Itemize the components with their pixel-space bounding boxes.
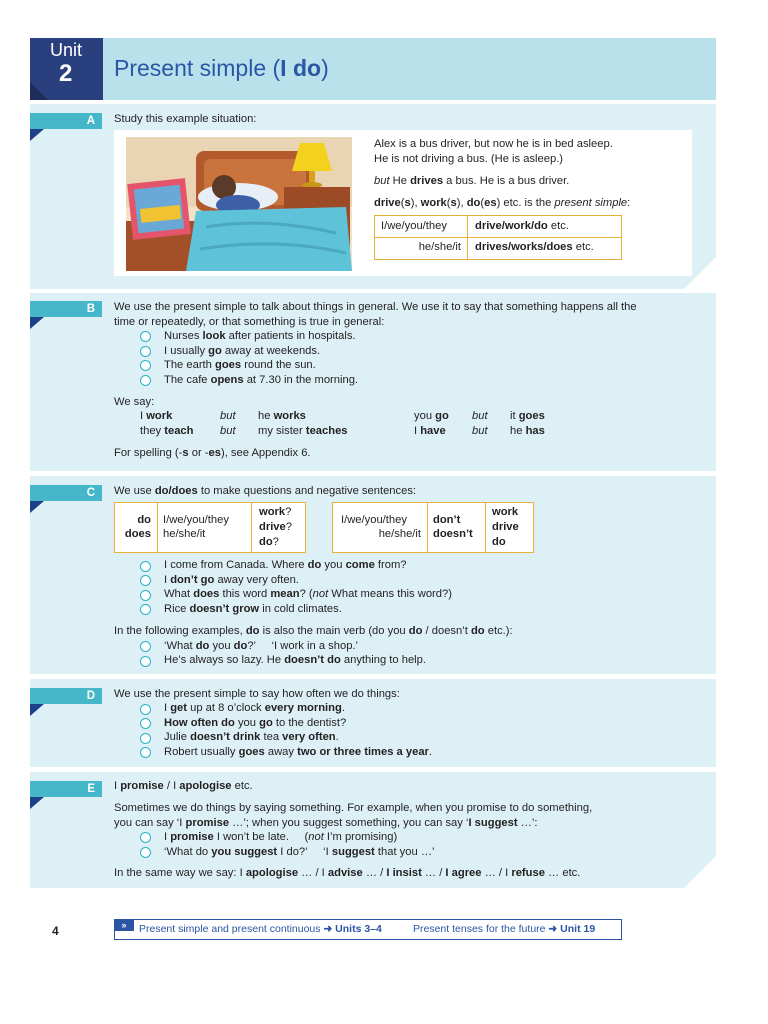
- n-verb-work: work: [492, 506, 519, 518]
- bullet-icon: [140, 747, 151, 758]
- main-verb-note: In the following examples, do is also the main verb (do you do / doesn’t do etc.):: [114, 625, 513, 637]
- q-verb-drive: drive?: [259, 521, 292, 533]
- section-d-tab: D: [30, 688, 102, 704]
- n-subj-1: I/we/you/they: [341, 514, 407, 526]
- bullet-icon: [140, 704, 151, 715]
- example-c-3: What does this word mean? (not What means this word?): [164, 588, 452, 600]
- section-e-para-1: Sometimes we do things by saying something. For example, when you promise to do something,: [114, 802, 593, 814]
- section-a-tab-fold: [30, 129, 44, 141]
- link-present-tenses-future[interactable]: Present tenses for the future ➜ Unit 19: [413, 923, 596, 935]
- n-neg-doesnt: doesn’t: [433, 528, 473, 540]
- situation-line-1: Alex is a bus driver, but now he is in bed asleep.: [374, 138, 613, 150]
- spelling-note: For spelling (-s or -es), see Appendix 6.: [114, 447, 311, 459]
- n-neg-dont: don’t: [433, 514, 461, 526]
- example-b-4: The cafe opens at 7.30 in the morning.: [164, 374, 359, 386]
- man-asleep-illustration: [126, 137, 352, 271]
- example-d-1: I get up at 8 o’clock every morning.: [164, 702, 345, 714]
- pair-1-but: but: [220, 410, 236, 422]
- bullet-icon: [140, 733, 151, 744]
- n-verb-drive: drive: [492, 521, 519, 533]
- section-a-tab: A: [30, 113, 102, 129]
- example-c-1: I come from Canada. Where do you come from?: [164, 559, 407, 571]
- table-subject-2: he/she/it: [418, 241, 461, 253]
- pair-1-right: he works: [258, 410, 306, 422]
- section-e-heading: I promise / I apologise etc.: [114, 780, 253, 792]
- example-b-2: I usually go away at weekends.: [164, 345, 321, 357]
- section-c-tab-fold: [30, 501, 44, 513]
- page-number: 4: [52, 924, 59, 938]
- bullet-icon: [140, 656, 151, 667]
- section-b-tab-fold: [30, 317, 44, 329]
- bullet-icon: [140, 590, 151, 601]
- bullet-icon: [140, 641, 151, 652]
- q-subj-2: he/she/it: [163, 528, 206, 540]
- situation-line-3: but He drives a bus. He is a bus driver.: [374, 175, 570, 187]
- n-subj-2: he/she/it: [378, 528, 421, 540]
- bullet-icon: [140, 718, 151, 729]
- example-d-4: Robert usually goes away two or three times a year.: [164, 746, 433, 758]
- bullet-icon: [140, 375, 151, 386]
- pair-3-right: my sister teaches: [258, 425, 348, 437]
- bullet-icon: [140, 604, 151, 615]
- q-aux-do: do: [137, 514, 151, 526]
- example-e-2: ‘What do you suggest I do?’ ‘I suggest that you …’: [164, 846, 435, 858]
- example-c-5: ‘What do you do?’ ‘I work in a shop.’: [164, 640, 359, 652]
- q-verb-do: do?: [259, 536, 279, 548]
- table-verbs-1: drive/work/do etc.: [475, 220, 569, 232]
- table-verbs-2: drives/works/does etc.: [475, 241, 594, 253]
- q-subj-1: I/we/you/they: [163, 514, 229, 526]
- pair-2-but: but: [472, 410, 488, 422]
- example-d-3: Julie doesn’t drink tea very often.: [164, 731, 339, 743]
- bullet-icon: [140, 360, 151, 371]
- pair-2-left: you go: [414, 410, 449, 422]
- section-d-tab-fold: [30, 704, 44, 716]
- table-subject-1: I/we/you/they: [381, 220, 447, 232]
- present-simple-table: [374, 215, 622, 260]
- section-b-intro-2: time or repeatedly, or that something is true in general:: [114, 316, 385, 328]
- section-c-intro: We use do/does to make questions and negative sentences:: [114, 485, 417, 497]
- bullet-icon: [140, 832, 151, 843]
- example-c-2: I don’t go away very often.: [164, 574, 299, 586]
- bullet-icon: [140, 346, 151, 357]
- pair-4-right: he has: [510, 425, 545, 437]
- section-c-tab: C: [30, 485, 102, 501]
- we-say-label: We say:: [114, 396, 155, 408]
- double-arrow-icon: »: [114, 919, 134, 931]
- question-table: [114, 502, 306, 553]
- pair-2-right: it goes: [510, 410, 545, 422]
- example-b-3: The earth goes round the sun.: [164, 359, 316, 371]
- cross-reference-bar: [114, 919, 622, 940]
- section-e-para-2: you can say ‘I promise …’; when you suggest something, you can say ‘I suggest …’:: [114, 817, 538, 829]
- section-b-intro-1: We use the present simple to talk about things in general. We use it to say that something happens all the: [114, 301, 637, 313]
- section-b-tab: B: [30, 301, 102, 317]
- pair-3-left: they teach: [140, 425, 194, 437]
- link-present-continuous[interactable]: Present simple and present continuous ➜ Units 3–4: [139, 923, 382, 935]
- situation-line-2: He is not driving a bus. (He is asleep.): [374, 153, 564, 165]
- example-b-1: Nurses look after patients in hospitals.: [164, 330, 356, 342]
- q-verb-work: work?: [259, 506, 292, 518]
- example-c-6: He’s always so lazy. He doesn’t do anything to help.: [164, 654, 426, 666]
- n-verb-do: do: [492, 536, 506, 548]
- pair-4-but: but: [472, 425, 488, 437]
- bullet-icon: [140, 331, 151, 342]
- negative-table: [332, 502, 534, 553]
- unit-word: Unit: [50, 40, 83, 60]
- bullet-icon: [140, 561, 151, 572]
- unit-badge-fold: [30, 82, 48, 100]
- pair-1-left: I work: [140, 410, 173, 422]
- unit-number: 2: [59, 60, 73, 87]
- section-e-same-way: In the same way we say: I apologise … / I advise … / I insist … / I agree … / I refuse … etc.: [114, 867, 581, 879]
- section-e-tab-fold: [30, 797, 44, 809]
- example-d-2: How often do you go to the dentist?: [164, 717, 347, 729]
- present-simple-forms: drive(s), work(s), do(es) etc. is the present simple:: [374, 197, 631, 209]
- page-title: Present simple (I do): [114, 55, 329, 81]
- pair-3-but: but: [220, 425, 236, 437]
- pair-4-left: I have: [414, 425, 446, 437]
- section-d-intro: We use the present simple to say how often we do things:: [114, 688, 400, 700]
- example-c-4: Rice doesn’t grow in cold climates.: [164, 603, 342, 615]
- bullet-icon: [140, 575, 151, 586]
- q-aux-does: does: [124, 528, 151, 540]
- bullet-icon: [140, 847, 151, 858]
- example-e-1: I promise I won’t be late. (not I’m promising): [164, 831, 398, 843]
- section-e-tab: E: [30, 781, 102, 797]
- section-a-intro: Study this example situation:: [114, 113, 257, 125]
